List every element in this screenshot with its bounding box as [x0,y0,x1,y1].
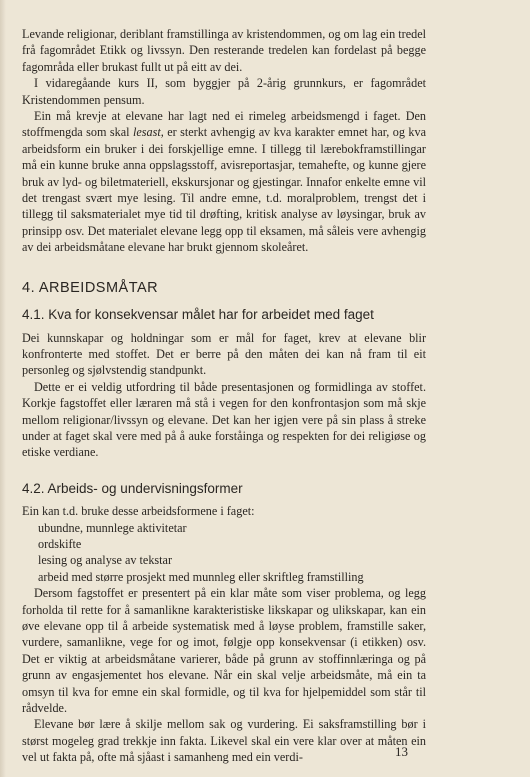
intro-paragraph-3 [22,108,426,256]
page-body [22,26,426,766]
section-4-2-heading: 4.2. Arbeids- og undervisningsformer [22,480,243,496]
page-binding-edge [0,0,6,777]
intro-paragraph-3-start: Ein må krevje at elevane har lagt ned ei rimeleg arbeidsmengd i faget. Den stoffmengda som skal [22,109,426,140]
intro-paragraph-2: I vidaregåande kurs II, som byggjer på 2-årig grunnkurs, er fagområdet Kristendommen pensum. [22,76,426,107]
section-4-1-heading: 4.1. Kva for konsekvensar målet har for arbeidet med faget [22,307,374,323]
section-4-2-paragraph-1: Dersom fagstoffet er presentert på ein klar måte som viser problema, og legg forholda til rette for å samanlikne karakteristiske likskapar og ulikskapar, kan ein øve elevane opp til å arbeide systematisk med å løyse problem, framstille saker, vurdere, samanlikne, vege for og imot, følgje opp konsekvensar (i etikken) osv. Det er viktig at arbeidsmåtane varierer, både på grunn av stoffinnlæringa og på grunn av engasjementet hos elevane. Når ein skal velje arbeidsmåte, må ein ta omsyn til kva for emne ein skal formidle, og til kva for hjelpemiddel som står til rådvelde. [22,586,426,716]
intro-paragraph-3-end: er sterkt avhengig av kva karakter emnet har, og kva arbeidsform ein bruker i dei forskjellige emne. I tillegg til lærebokframstillingar må ein kunne bruke anna oppslagsstoff, avisreportasjar, temahefte, og kunne gjere bruk av lyd- og biletmateriell, ekskursjonar og gjestingar. Innafor enkelte emne vil det trengast svært mye lesing. Til andre emne, t.d. moralproblem, trengst det i tillegg til saksmaterialet mye tid til drøfting, kritisk analyse av løysingar, bruk av prinsipp osv. Det materialet elevane legg opp til eksamen, må såleis vere avhengig av dei arbeidsmåtane elevane har brukt gjennom skoleåret. [22,125,427,255]
section-4-2-paragraph-2: Elevane bør lære å skilje mellom sak og vurdering. Ei saksframstilling bør i størst mogeleg grad trekkje inn fakta. Likevel skal ein vere klar over at måten ein vel ut fakta på, ofte må sjåast i samanheng med ein verdi- [22,717,426,765]
list-item: ordskifte [38,536,82,551]
section-4-1-paragraph-2: Dette er ei veldig utfordring til både presentasjonen og formidlinga av stoffet. Korkje fagstoffet eller læraren må stå i vegen for den konfrontasjon som må skje mellom religionar/livssyn og elevane. Det kan her igjen vere på sin plass å streke under at faget skal vere med på å auke forståinga og respekten for dei religiøse og etiske verdiane. [22,379,426,460]
list-item: arbeid med større prosjekt med munnleg eller skriftleg framstilling [38,569,364,584]
emphasis-lesast: lesast, [132,125,164,140]
list-item: ubundne, munnlege aktivitetar [38,520,187,535]
section-4-1-paragraph-1: Dei kunnskapar og holdningar som er mål for faget, krev at elevane blir konfronterte med stoffet. Det er berre på den måten dei kan nå fram til eit personleg og sjølvstendig standpunkt. [22,330,426,378]
page-number: 13 [395,744,408,759]
section-4-2-lead: Ein kan t.d. bruke desse arbeidsformene i faget: [22,504,255,519]
chapter-heading: 4. ARBEIDSMÅTAR [22,279,159,296]
intro-paragraph-1: Levande religionar, deriblant framstillinga av kristendommen, og om lag ein tredel frå fagområdet Etikk og livssyn. Den resterande tredelen kan fordelast på begge fagområda eller brukast fullt ut på eitt av dei. [22,27,426,74]
list-item: lesing og analyse av tekstar [38,553,173,568]
